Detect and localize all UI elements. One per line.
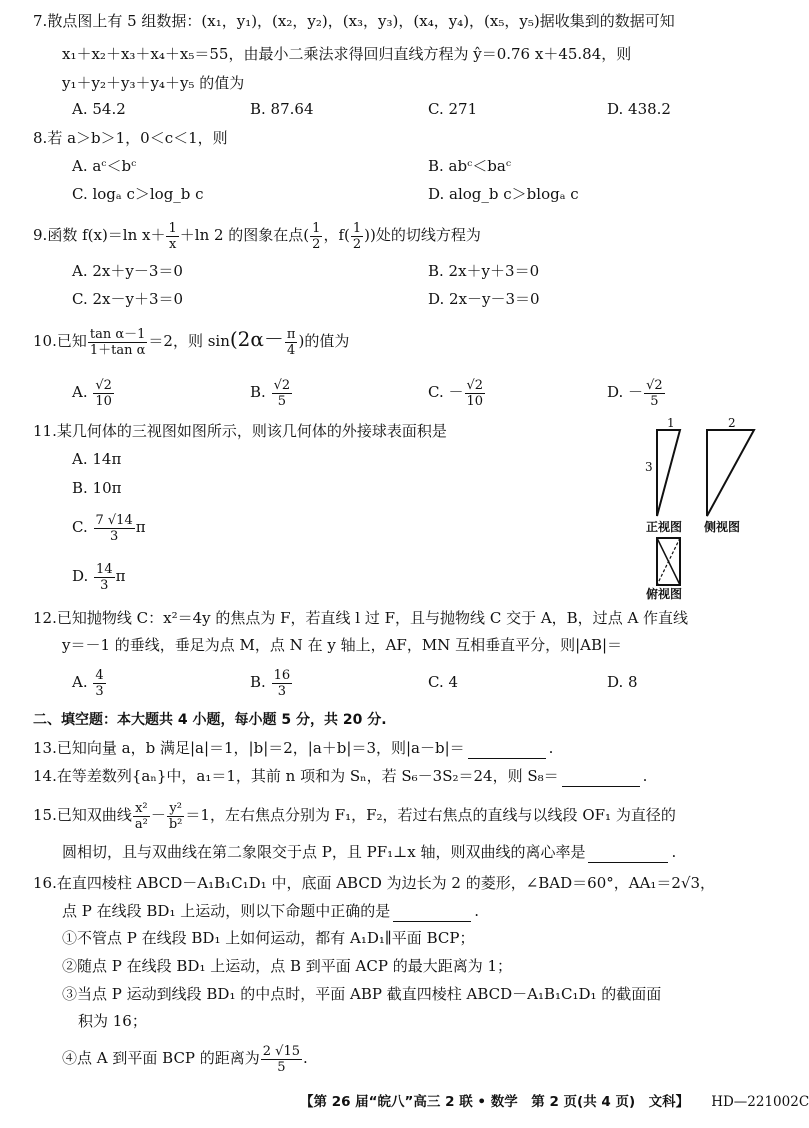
q9-frac-half-1: $\frac{1}{2}$ [312, 220, 321, 252]
q12-line2: y＝－1 的垂线，垂足为点 M，点 N 在 y 轴上，AF，MN 互相垂直平分，则|AB|＝ [62, 636, 623, 654]
q9-option-c: C. 2x－y＋3＝0 [72, 290, 184, 308]
q16-statement-2: ②随点 P 在线段 BD₁ 上运动，点 B 到平面 ACP 的最大距离为 1； [62, 957, 513, 975]
side-width-label: 2 [728, 416, 736, 430]
q12-option-d: D. 8 [607, 673, 638, 691]
q9-option-d: D. 2x－y－3＝0 [428, 290, 540, 308]
q16-answer-blank[interactable] [393, 907, 471, 922]
q12-option-c: C. 4 [428, 673, 459, 691]
q10-option-d: D. － $\frac{√2}{5}$ [607, 377, 663, 409]
three-view-drawing [640, 418, 762, 598]
q7-option-b: B. 87.64 [250, 100, 314, 118]
q10-option-c: C. － $\frac{√2}{10}$ [428, 377, 484, 409]
q11-stem: 11.某几何体的三视图如图所示，则该几何体的外接球表面积是 [33, 422, 447, 440]
q7-line1: 7.散点图上有 5 组数据：(x₁，y₁)，(x₂，y₂)，(x₃，y₃)，(x₄，y₄)，(x₅，y₅)据收集到的数据可知 [33, 12, 675, 30]
q9-option-a: A. 2x＋y－3＝0 [72, 262, 183, 280]
three-view-figure [640, 416, 762, 601]
q10-option-b: B. $\frac{√2}{5}$ [250, 377, 291, 409]
q8-option-c: C. logₐ c＞log_b c [72, 185, 204, 203]
q10-pi-over-4: $\frac{\pi}{4}$ [286, 326, 296, 358]
q10-option-a: A. $\frac{√2}{10}$ [72, 377, 112, 409]
q7-option-d: D. 438.2 [607, 100, 671, 118]
q14: 14.在等差数列{aₙ}中，a₁＝1，其前 n 项和为 Sₙ，若 S₆－3S₂＝24，则 S₈＝ . [33, 767, 648, 785]
front-view-label: 正视图 [646, 520, 683, 534]
front-width-label: 1 [667, 416, 675, 430]
footer-code: HD—221002C [711, 1094, 809, 1110]
q10-stem: 10.已知 $\frac{\text{tan α－1}}{\text{1＋tan α}}$ ＝2，则 sin(2α－ $\frac{\pi}{4}$ )的值为 [33, 326, 350, 358]
q7-option-c: C. 271 [428, 100, 478, 118]
q14-answer-blank[interactable] [562, 772, 640, 787]
q7-option-a: A. 54.2 [72, 100, 126, 118]
q9-stem: 9.函数 f(x)＝ln x＋ $\frac{1}{x}$ ＋ln 2 的图象在点( $\frac{1}{2}$ ，f( $\frac{1}{2}$ ))处的切线方程为 [33, 220, 481, 252]
q15-y2-over-b2: $\frac{\text{y²}}{\text{b²}}$ [168, 800, 183, 832]
q16-statement-1: ①不管点 P 在线段 BD₁ 上如何运动，都有 A₁D₁∥平面 BCP； [62, 929, 475, 947]
q7-line3: y₁＋y₂＋y₃＋y₄＋y₅ 的值为 [62, 74, 245, 92]
q9-frac-half-2: $\frac{1}{2}$ [352, 220, 362, 252]
q16-statement-3b: 积为 16； [78, 1012, 147, 1030]
q16-line1: 16.在直四棱柱 ABCD－A₁B₁C₁D₁ 中，底面 ABCD 为边长为 2 的菱形，∠BAD＝60°，AA₁＝2√3， [33, 874, 716, 892]
q9-frac-1-over-x: $\frac{1}{x}$ [168, 220, 177, 252]
q7-line2: x₁＋x₂＋x₃＋x₄＋x₅＝55，由最小二乘法求得回归直线方程为 ŷ＝0.76 x＋45.84，则 [62, 45, 632, 63]
q15-x2-over-a2: $\frac{\text{x²}}{\text{a²}}$ [134, 800, 148, 832]
q11-option-d: D. $\frac{14}{3}$ π [72, 561, 126, 593]
q8-stem: 8.若 a＞b＞1，0＜c＜1，则 [33, 129, 228, 147]
q9-option-b: B. 2x＋y＋3＝0 [428, 262, 540, 280]
q8-option-a: A. aᶜ＜bᶜ [72, 157, 137, 175]
q11-option-b: B. 10π [72, 479, 122, 497]
top-view-label: 俯视图 [646, 587, 683, 601]
q10-tan-fraction: $\frac{\text{tan α－1}}{\text{1＋tan α}}$ [89, 326, 146, 358]
q8-option-b: B. abᶜ＜baᶜ [428, 157, 512, 175]
q12-option-a: A. $\frac{4}{3}$ [72, 667, 104, 699]
q15-line2: 圆相切，且与双曲线在第二象限交于点 P，且 PF₁⊥x 轴，则双曲线的离心率是 . [62, 843, 677, 861]
q13-answer-blank[interactable] [468, 744, 546, 759]
q16-statement-3a: ③当点 P 运动到线段 BD₁ 的中点时，平面 ABP 截直四棱柱 ABCD－A₁B₁C₁D₁ 的截面面 [62, 985, 662, 1003]
q11-option-c: C. $\frac{7 √14}{3}$ π [72, 512, 146, 544]
q15-answer-blank[interactable] [588, 848, 668, 863]
page-footer [300, 1090, 809, 1110]
q8-option-d: D. alog_b c＞blogₐ c [428, 185, 579, 203]
side-view-label: 侧视图 [704, 520, 741, 534]
q13: 13.已知向量 a，b 满足|a|＝1，|b|＝2，|a＋b|＝3，则|a－b|＝ . [33, 739, 554, 757]
front-view-triangle [657, 430, 680, 516]
q12-option-b: B. $\frac{16}{3}$ [250, 667, 291, 699]
q16-line2: 点 P 在线段 BD₁ 上运动，则以下命题中正确的是 . [62, 902, 480, 920]
side-view-triangle [707, 430, 754, 516]
footer-exam-info: 【第 26 届“皖八”高三 2 联 • 数学 第 2 页(共 4 页) 文科】 [300, 1094, 690, 1110]
q15-line1: 15.已知双曲线 $\frac{\text{x²}}{\text{a²}}$ － $\frac{\text{y²}}{\text{b²}}$ ＝1，左右焦点分别为 F₁，F₂，若过右焦点的直线与以线段 OF₁ 为直径的 [33, 800, 676, 832]
height-label: 3 [645, 460, 653, 474]
q12-line1: 12.已知抛物线 C：x²＝4y 的焦点为 F，若直线 l 过 F，且与抛物线 C 交于 A，B，过点 A 作直线 [33, 609, 689, 627]
q11-option-a: A. 14π [72, 450, 122, 468]
section-2-heading: 二、填空题：本大题共 4 小题，每小题 5 分，共 20 分. [33, 712, 387, 728]
q16-statement-4: ④点 A 到平面 BCP 的距离为 $\frac{2 √15}{5}$ . [62, 1043, 308, 1075]
